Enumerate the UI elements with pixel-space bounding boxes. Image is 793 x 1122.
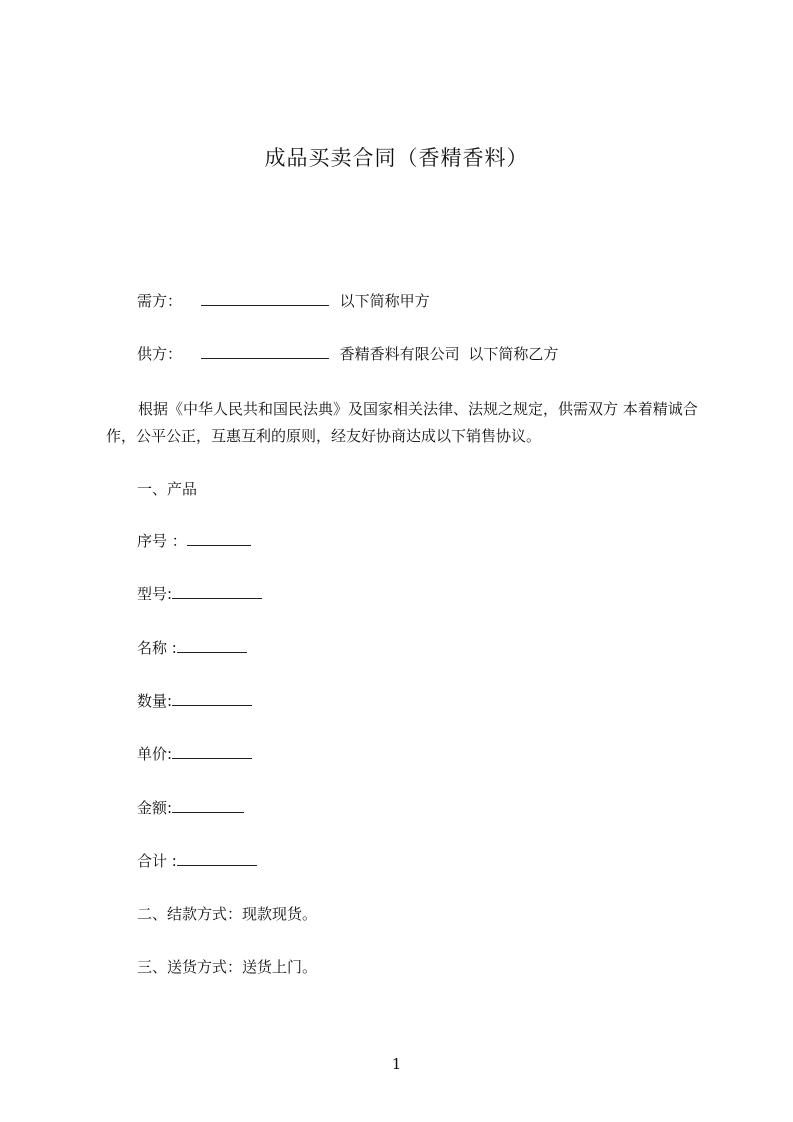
seller-suffix: 以下简称乙方: [468, 345, 559, 363]
seller-label: 供方：: [137, 345, 183, 363]
field-unit-price-blank[interactable]: [172, 744, 252, 759]
buyer-name-blank[interactable]: [201, 291, 329, 306]
seller-name-blank[interactable]: [201, 344, 329, 359]
field-serial-label: 序号 ：: [137, 532, 187, 550]
field-quantity: [137, 691, 252, 711]
field-unit-price: [137, 744, 252, 764]
seller-line: [137, 344, 558, 364]
section1-heading: 一、产品: [137, 480, 198, 498]
field-unit-price-label: 单价:: [137, 745, 173, 763]
seller-company: 香精香料有限公司: [339, 345, 460, 363]
field-model: [137, 584, 262, 604]
field-model-blank[interactable]: [172, 584, 262, 599]
field-total: [137, 851, 257, 871]
document-title: 成品买卖合同（香精香料）: [264, 146, 529, 170]
field-serial-blank[interactable]: [187, 531, 251, 546]
buyer-label: 需方：: [137, 292, 183, 310]
field-total-blank[interactable]: [177, 851, 257, 866]
preamble-paragraph: 根据《中华人民共和国民法典》及国家相关法律、法规之规定，供需双方 本着精诚合作，公平公正，互惠互利的原则，经友好协商达成以下销售协议。: [106, 400, 698, 445]
field-name-blank[interactable]: [177, 638, 247, 653]
field-amount-blank[interactable]: [172, 798, 244, 813]
field-amount-label: 金额:: [137, 799, 173, 817]
field-name: [137, 638, 247, 658]
section3-delivery: 三、送货方式：送货上门。: [137, 958, 318, 976]
field-serial: [137, 531, 251, 551]
page-number: 1: [391, 1055, 402, 1073]
field-quantity-label: 数量:: [137, 692, 173, 710]
buyer-suffix: 以下简称甲方: [339, 292, 430, 310]
field-model-label: 型号:: [137, 585, 173, 603]
buyer-line: [137, 291, 430, 311]
field-name-label: 名称 :: [137, 639, 177, 657]
section2-payment: 二、结款方式：现款现货。: [137, 905, 318, 923]
field-quantity-blank[interactable]: [172, 691, 252, 706]
field-total-label: 合计 :: [137, 852, 177, 870]
field-amount: [137, 798, 244, 818]
